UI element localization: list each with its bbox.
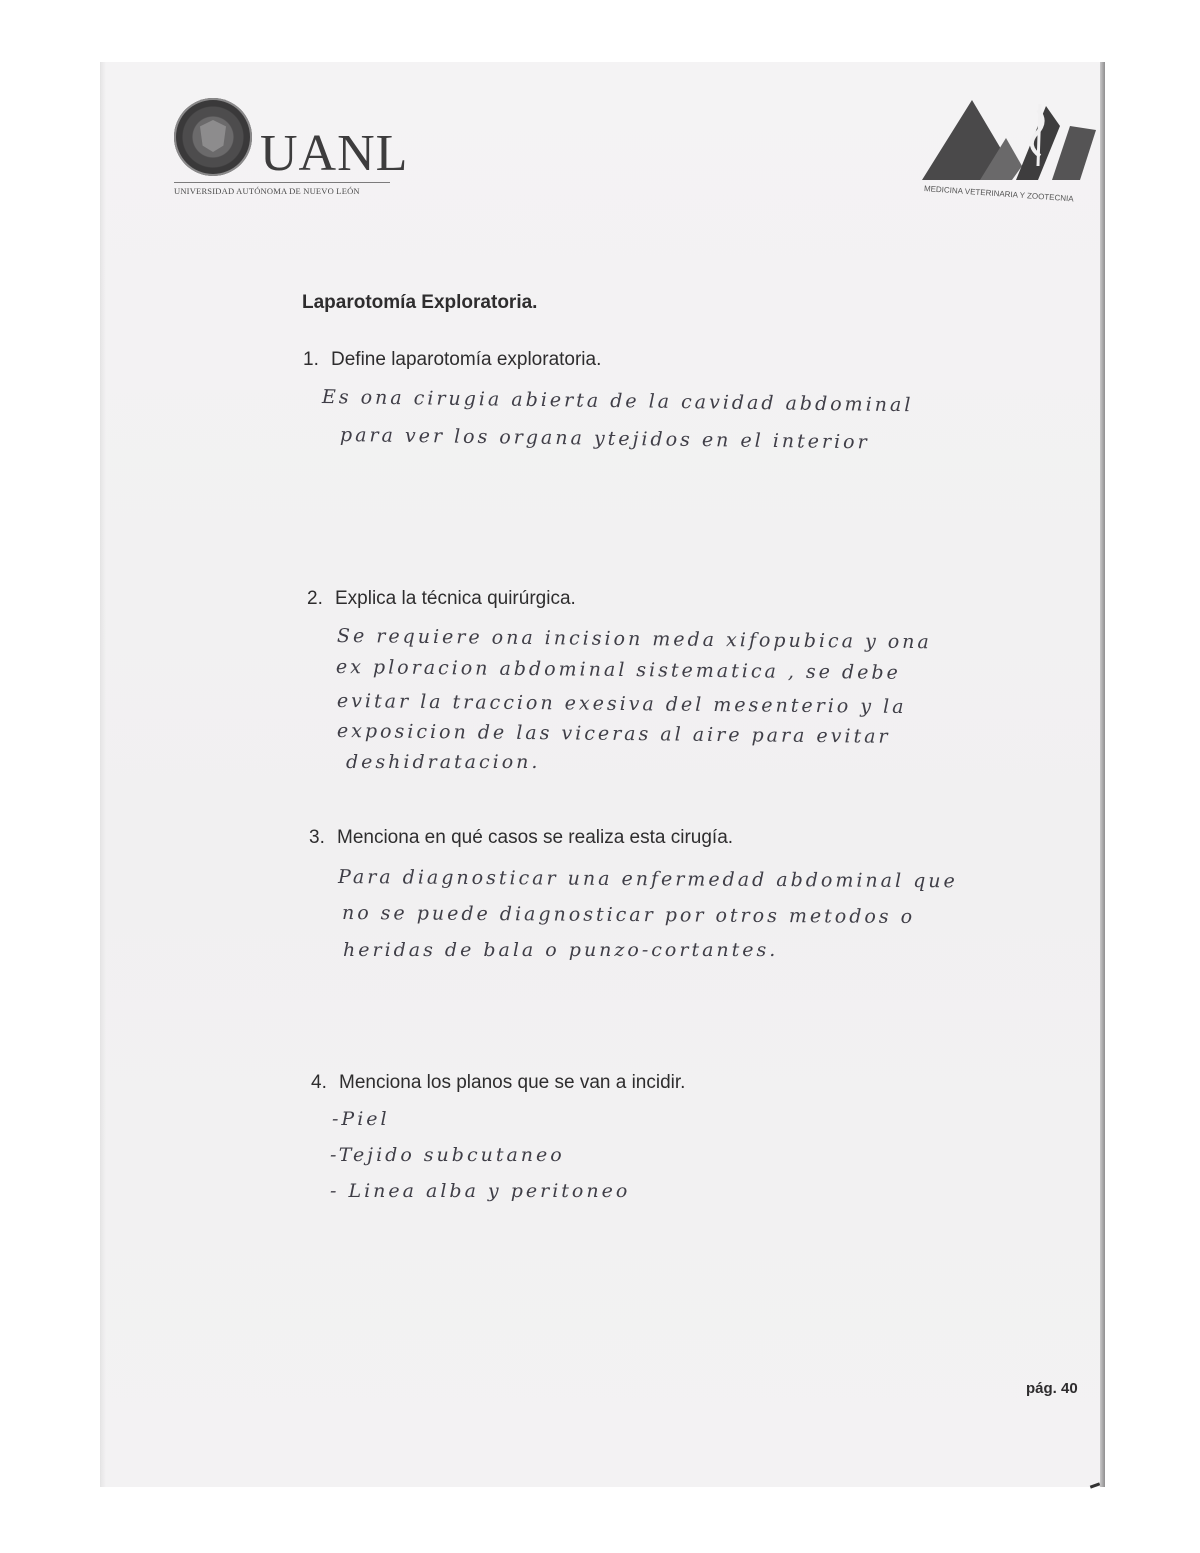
mvz-emblem-icon [920, 96, 1100, 196]
answer-4-line-2: -Tejido subcutaneo [330, 1144, 565, 1166]
question-number: 4. [311, 1072, 327, 1093]
uanl-seal-icon [174, 98, 252, 176]
question-number: 2. [307, 588, 323, 609]
paper-sheet [100, 62, 1101, 1487]
question-number: 3. [309, 827, 325, 848]
question-1 [303, 349, 601, 371]
answer-3-line-2: no se puede diagnosticar por otros metodos o [341, 902, 916, 929]
answer-3-line-3: heridas de bala o punzo-cortantes. [343, 939, 779, 961]
mvz-faculty-caption: MEDICINA VETERINARIA Y ZOOTECNIA [923, 184, 1074, 204]
mvz-faculty-logo [920, 96, 1100, 206]
answer-2-line-5: deshidratacion. [346, 751, 541, 773]
question-text: Explica la técnica quirúrgica. [335, 588, 576, 609]
answer-2-line-3: evitar la traccion exesiva del mesenterio y la [336, 690, 907, 718]
sheet-edge-shadow [100, 62, 106, 1487]
question-text: Menciona en qué casos se realiza esta cirugía. [337, 827, 734, 848]
answer-2-line-4: exposicion de las viceras al aire para evitar [336, 720, 891, 748]
answer-4-line-3: - Linea alba y peritoneo [330, 1180, 631, 1202]
question-number: 1. [303, 349, 319, 370]
answer-2-line-2: ex ploracion abdominal sistematica , se debe [335, 656, 901, 684]
answer-1-line-1: Es ona cirugia abierta de la cavidad abdominal [321, 386, 914, 417]
question-3 [309, 827, 733, 849]
page-number: pág. 40 [1026, 1380, 1078, 1397]
answer-1-line-2: para ver los organa ytejidos en el interior [339, 424, 870, 454]
uanl-logo-rule [174, 182, 390, 183]
answer-4-line-1: -Piel [332, 1108, 390, 1130]
uanl-wordmark: UANL [260, 125, 409, 182]
question-text: Define laparotomía exploratoria. [331, 349, 602, 370]
question-text: Menciona los planos que se van a incidir. [339, 1072, 686, 1093]
uanl-logo [174, 98, 409, 198]
worksheet-title: Laparotomía Exploratoria. [302, 292, 538, 313]
uanl-university-name: UNIVERSIDAD AUTÓNOMA DE NUEVO LEÓN [174, 186, 360, 196]
question-4 [311, 1072, 685, 1094]
answer-3-line-1: Para diagnosticar una enfermedad abdominal que [337, 866, 958, 893]
answer-2-line-1: Se requiere ona incision meda xifopubica y ona [336, 625, 932, 654]
question-2 [307, 588, 576, 610]
